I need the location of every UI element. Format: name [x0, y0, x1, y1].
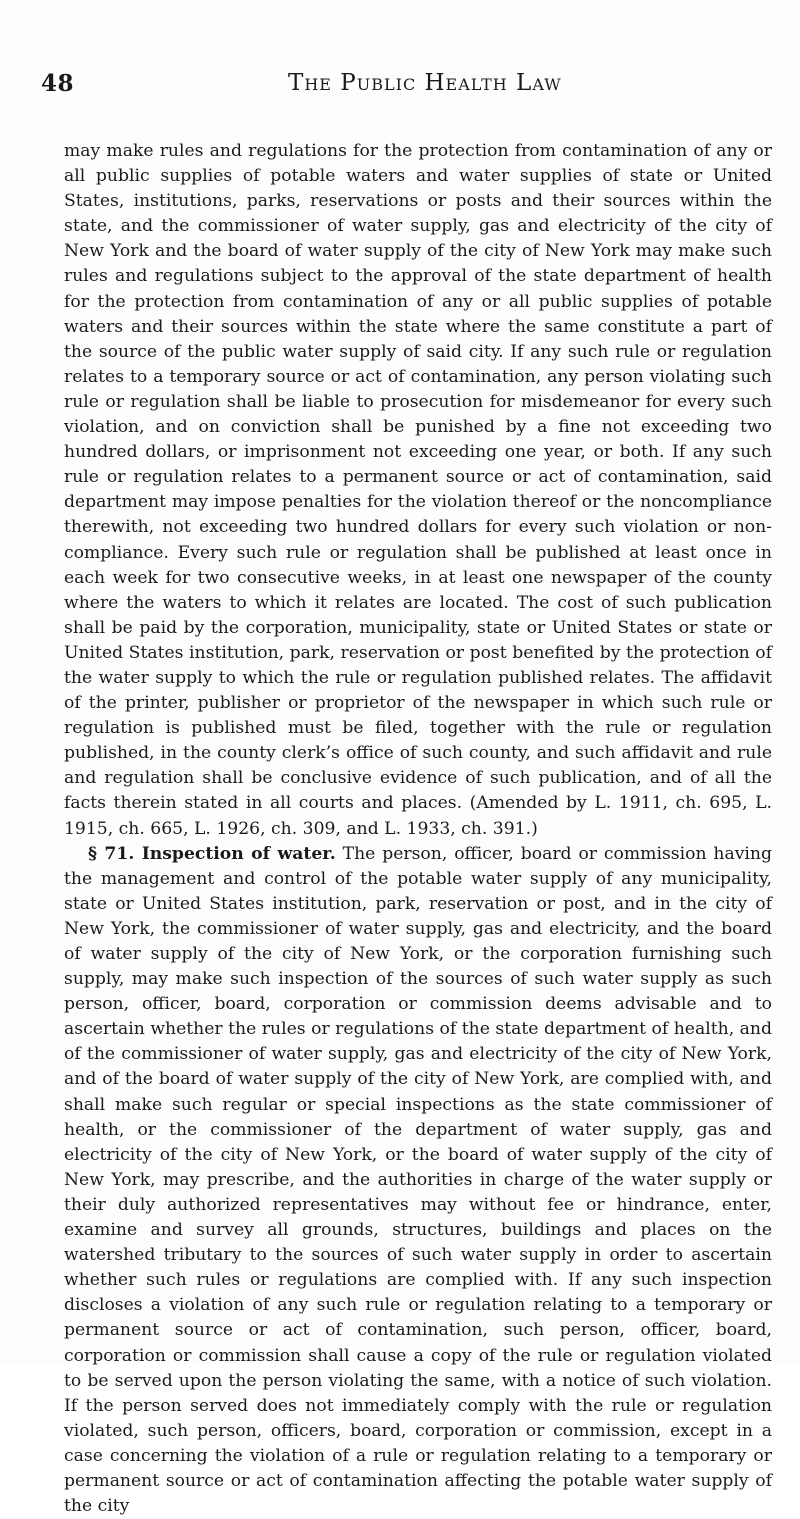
- section-71-text: The person, officer, board or commission having the management and control of the potable water supply of any municipality, state or United States institution, park, reservation or post, and in the city of New York, the commissioner of water supply, gas and electricity, and the board of water supply of the city of New York, or the corporation furnishing such supply, may make such inspection of the sources of such water supply as such person, officer, board, corporation or commission deems advisable and to ascertain whether the rules or regulations of the state department of health, and of the commissioner of water supply, gas and electricity of the city of New York, and of the board of water supply of the city of New York, are complied with, and shall make such regular or special inspections as the state commissioner of health, or the commissioner of the department of water supply, gas and electricity of the city of New York, or the board of water supply of the city of New York, may prescribe, and the authorities in charge of the water supply or their duly authorized representatives may without fee or hindrance, enter, examine and survey all grounds, structures, buildings and places on the watershed tributary to the sources of such water supply in order to ascertain whether such rules or regulations are complied with. If any such inspection discloses a violation of any such rule or regulation relating to a temporary or permanent source or act of contamination, such person, officer, board, corporation or commission shall cause a copy of the rule or regulation violated to be served upon the person violating the same, with a notice of such violation. If the person served does not immediately comply with the rule or regulation violated, such person, officers, board, corporation or commission, except in a case concerning the violation of a rule or regulation relating to a temporary or permanent source or act of contamination affecting the potable water supply of the city: [64, 843, 773, 1517]
- body-text: [64, 139, 772, 1519]
- paragraph-continued: may make rules and regulations for the protection from contamination of any or all public supplies of potable waters and water supplies of state or United States, institutions, parks, reservations or posts and their sources within the state, and the commissioner of water supply, gas and electricity of the city of New York and the board of water supply of the city of New York may make such rules and regulations subject to the approval of the state department of health for the protection from contamination of any or all public supplies of potable waters and their sources within the state where the same constitute a part of the source of the public water supply of said city. If any such rule or regulation relates to a temporary source or act of contamination, any person violating such rule or regulation shall be liable to prosecution for misdemeanor for every such violation, and on conviction shall be punished by a fine not exceeding two hundred dollars, or imprisonment not exceeding one year, or both. If any such rule or regulation relates to a permanent source or act of contamination, said department may impose penalties for the violation thereof or the noncompliance therewith, not exceeding two hundred dollars for every such violation or non-compliance. Every such rule or regulation shall be published at least once in each week for two consecutive weeks, in at least one newspaper of the county where the waters to which it relates are located. The cost of such publication shall be paid by the corporation, municipality, state or United States or state or United States institution, park, reservation or post benefited by the protection of the water supply to which the rule or regulation published relates. The affidavit of the printer, publisher or proprietor of the newspaper in which such rule or regulation is published must be filed, together with the rule or regulation published, in the county clerk’s office of such county, and such affidavit and rule and regulation shall be conclusive evidence of such publication, and of all the facts therein stated in all courts and places. (Amended by L. 1911, ch. 695, L. 1915, ch. 665, L. 1926, ch. 309, and L. 1933, ch. 391.): [64, 141, 772, 839]
- running-head: [41, 70, 761, 100]
- section-heading: § 71. Inspection of water.: [88, 843, 336, 864]
- section-71-paragraph: [64, 842, 772, 1519]
- page-number: 48: [41, 70, 75, 97]
- running-head-title: The Public Health Law: [288, 70, 562, 96]
